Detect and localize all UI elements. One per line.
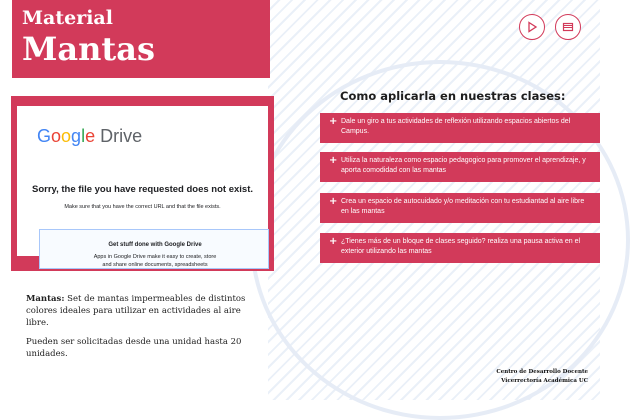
mail-icon (562, 21, 574, 33)
footer-line: Centro de Desarrollo Docente (496, 369, 588, 375)
footer-credits (496, 368, 588, 386)
logo-letter: o (61, 126, 72, 146)
footer-line: Vicerrectoría Académica UC (501, 378, 588, 384)
play-button[interactable] (519, 14, 545, 40)
list-item (320, 152, 600, 182)
google-wordmark (37, 126, 95, 146)
page-title: Mantas (22, 30, 155, 68)
drive-promo-card (39, 229, 269, 269)
drive-wordmark: Drive (100, 126, 143, 146)
list-item-text: Crea un espacio de autocuidado y/o meditación con tu estudiantad al aire libre en las mantas (341, 198, 585, 215)
title-small: Material (22, 7, 113, 29)
list-item (320, 193, 600, 223)
list-item-text: ¿Tienes más de un bloque de clases seguido? realiza una pausa activa en el exterior utilizando las mantas (341, 238, 581, 255)
list-item-text: Utiliza la naturaleza como espacio pedagogico para promover el aprendizaje, y aporta comodidad con las mantas (341, 157, 586, 174)
logo-letter: g (71, 126, 82, 146)
plus-icon: + (329, 155, 338, 166)
logo-letter: l (81, 126, 86, 146)
play-icon (526, 21, 538, 33)
list-item (320, 113, 600, 143)
title-block (12, 0, 270, 78)
screenshot-frame (11, 96, 274, 271)
logo-letter: e (85, 126, 96, 146)
logo-letter: G (37, 126, 52, 146)
error-hint: Make sure that you have the correct URL and that the file exists. (64, 204, 221, 210)
promo-title: Get stuff done with Google Drive (108, 242, 202, 248)
plus-icon: + (329, 236, 338, 247)
promo-text (40, 253, 270, 269)
description-label: Mantas: (26, 294, 65, 304)
mail-button[interactable] (555, 14, 581, 40)
plus-icon: + (329, 116, 338, 127)
plus-icon: + (329, 196, 338, 207)
list-item (320, 233, 600, 263)
logo-letter: o (51, 126, 62, 146)
promo-text-line: and share online documents, spreadsheets (102, 262, 208, 268)
description-text: Set de mantas impermeables de distintos colores ideales para utilizar en actividades al aire libre. (26, 294, 246, 328)
google-drive-logo (37, 126, 142, 147)
section-title: Como aplicarla en nuestras clases: (340, 89, 566, 103)
embedded-drive-screenshot (17, 106, 268, 268)
promo-text-line: Apps in Google Drive make it easy to create, store (93, 254, 217, 260)
description-availability: Pueden ser solicitadas desde una unidad hasta 20 unidades. (26, 337, 242, 359)
description (26, 293, 266, 329)
list-item-text: Dale un giro a tus actividades de reflexión utilizando espacios abiertos del Campus. (341, 118, 571, 135)
error-message: Sorry, the file you have requested does not exist. (31, 184, 254, 195)
